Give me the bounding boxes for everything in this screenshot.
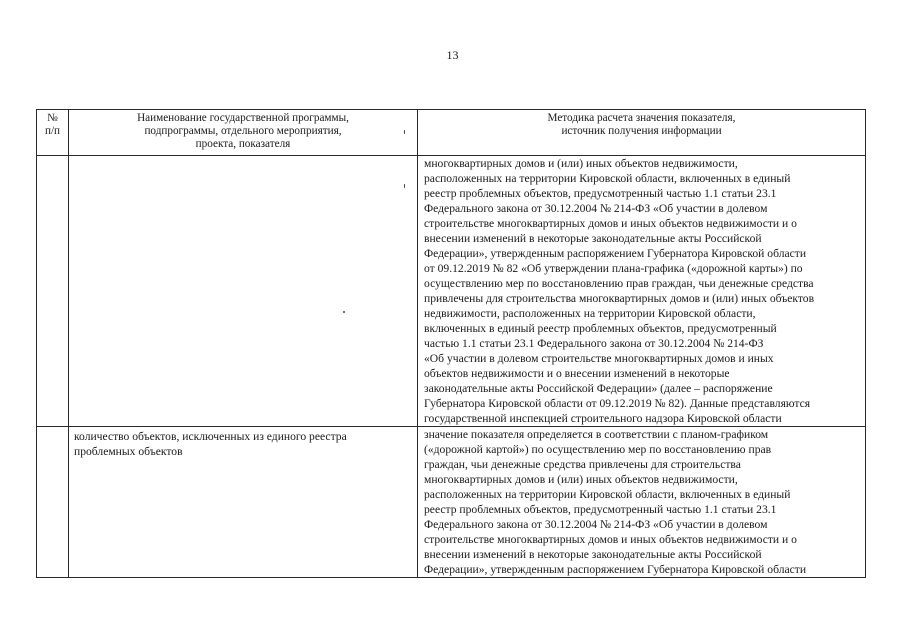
scan-speck bbox=[404, 130, 405, 134]
method-text-line: многоквартирных домов и (или) иных объектов недвижимости, bbox=[424, 156, 738, 170]
method-text-line: граждан, чьи денежные средства привлечены для строительства bbox=[424, 457, 741, 471]
row-name-cell bbox=[69, 426, 418, 577]
method-text-line: Федерального закона от 30.12.2004 № 214-ФЗ «Об участии в долевом bbox=[424, 517, 768, 531]
method-text-line: «Об участии в долевом строительстве многоквартирных домов и иных bbox=[424, 351, 774, 365]
method-text-line: многоквартирных домов и (или) иных объектов недвижимости, bbox=[424, 472, 738, 486]
header-name-line: Наименование государственной программы, bbox=[137, 112, 349, 124]
name-text-line: количество объектов, исключенных из единого реестра bbox=[74, 429, 347, 443]
table-row bbox=[37, 155, 866, 426]
row-method-cell bbox=[418, 155, 866, 426]
method-text-line: расположенных на территории Кировской области, включенных в единый bbox=[424, 487, 791, 501]
header-num bbox=[37, 110, 69, 156]
header-method-line: Методика расчета значения показателя, bbox=[547, 112, 736, 124]
method-text-line: осуществлению мер по восстановлению прав граждан, чьи денежные средства bbox=[424, 276, 814, 290]
scan-speck bbox=[404, 184, 405, 188]
header-method bbox=[418, 110, 866, 156]
row-num-cell bbox=[37, 426, 69, 577]
indicator-table bbox=[36, 109, 866, 578]
method-text-line: Федерального закона от 30.12.2004 № 214-ФЗ «Об участии в долевом bbox=[424, 201, 768, 215]
header-num-line: № bbox=[47, 112, 58, 124]
method-text-line: недвижимости, расположенных на территории Кировской области, bbox=[424, 306, 756, 320]
method-text-line: Губернатора Кировской области от 09.12.2019 № 82). Данные представляются bbox=[424, 396, 811, 410]
method-text-line: включенных в единый реестр проблемных объектов, предусмотренный bbox=[424, 321, 777, 335]
page-number: 13 bbox=[446, 48, 459, 62]
table-row bbox=[37, 426, 866, 577]
name-text-line: проблемных объектов bbox=[74, 444, 183, 458]
table-header-row bbox=[37, 110, 866, 156]
header-num-line: п/п bbox=[44, 125, 61, 138]
method-text-line: значение показателя определяется в соответствии с планом-графиком bbox=[424, 427, 769, 441]
method-text-line: внесении изменений в некоторые законодательные акты Российской bbox=[424, 547, 762, 561]
method-text-line: частью 1.1 статьи 23.1 Федерального закона от 30.12.2004 № 214-ФЗ bbox=[424, 336, 764, 350]
method-text-line: привлечены для строительства многоквартирных домов и (или) иных объектов bbox=[424, 291, 815, 305]
header-method-line: источник получения информации bbox=[561, 125, 722, 138]
method-text-line: внесении изменений в некоторые законодательные акты Российской bbox=[424, 231, 762, 245]
method-text-line: («дорожной картой») по осуществлению мер по восстановлению прав bbox=[424, 442, 772, 456]
scan-speck bbox=[343, 311, 345, 313]
method-text-line: расположенных на территории Кировской области, включенных в единый bbox=[424, 171, 791, 185]
method-text-line: государственной инспекцией строительного надзора Кировской области bbox=[424, 411, 782, 425]
method-text-line: законодательные акты Российской Федерации» (далее – распоряжение bbox=[424, 381, 773, 395]
row-name-cell bbox=[69, 155, 418, 426]
header-name-line: подпрограммы, отдельного мероприятия, bbox=[144, 125, 342, 138]
header-name-line: проекта, показателя bbox=[195, 138, 291, 151]
method-text-line: от 09.12.2019 № 82 «Об утверждении плана-графика («дорожной карты») по bbox=[424, 261, 803, 275]
method-text-line: объектов недвижимости и о внесении изменений в некоторые bbox=[424, 366, 730, 380]
method-text-line: реестр проблемных объектов, предусмотренный частью 1.1 статьи 23.1 bbox=[424, 186, 777, 200]
row-num-cell bbox=[37, 155, 69, 426]
row-method-cell bbox=[418, 426, 866, 577]
method-text-line: Федерации», утвержденным распоряжением Губернатора Кировской области bbox=[424, 246, 807, 260]
method-text-line: строительстве многоквартирных домов и иных объектов недвижимости и о bbox=[424, 532, 797, 546]
header-name bbox=[69, 110, 418, 156]
method-text-line: реестр проблемных объектов, предусмотренный частью 1.1 статьи 23.1 bbox=[424, 502, 777, 516]
method-text-line: Федерации», утвержденным распоряжением Губернатора Кировской области bbox=[424, 562, 807, 576]
method-text-line: строительстве многоквартирных домов и иных объектов недвижимости и о bbox=[424, 216, 797, 230]
